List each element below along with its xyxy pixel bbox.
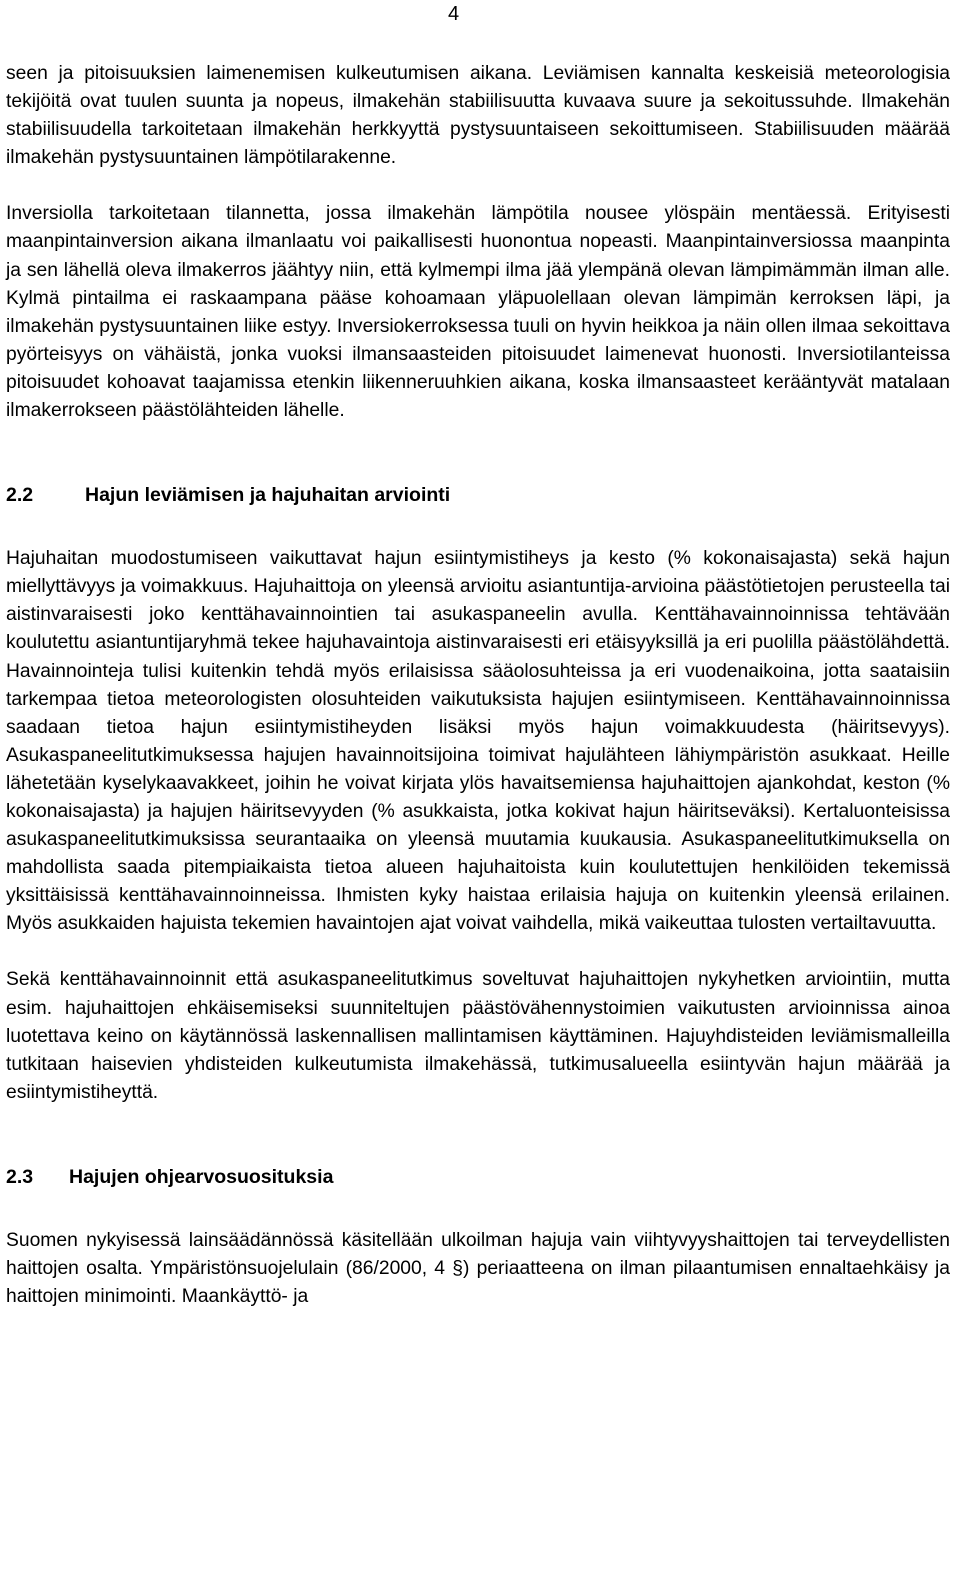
section-2-2-paragraph-2: Sekä kenttähavainnoinnit että asukaspaneelitutkimus soveltuvat hajuhaittojen nykyhetken arviointiin, mutta esim. hajuhaittojen ehkäisemiseksi suunniteltujen päästövähennystoimien vaikutusten arvioinnissa ainoa luotettava keino on käytännössä laskennallisen mallintamisen käyttäminen. Hajuyhdisteiden leviämismalleilla tutkitaan haisevien yhdisteiden kulkeutumista ilmakehässä, tutkimusalueella esiintyvän hajun määrää ja esiintymistiheyttä.	[6, 969, 950, 1103]
page-number: 4	[448, 3, 460, 25]
section-number: 2.2	[6, 484, 34, 507]
section-number: 2.3	[6, 1165, 34, 1188]
section-2-2-paragraph-1: Hajuhaitan muodostumiseen vaikuttavat hajun esiintymistiheys ja kesto (% kokonaisajasta) sekä hajun miellyttävyys ja voimakkuus. Hajuhaittoja on yleensä arvioitu asiantuntija-arvioina päästötietojen perusteella tai aistinvaraisesti joko kenttähavainnointien tai asukaspaneelin avulla. Kenttähavainnoinnissa tehtävään koulutettu asiantuntijaryhmä tekee hajuhavaintoja aistinvaraisesti eri etäisyyksillä ja eri puolilla päästölähdettä. Havainnointeja tulisi kuitenkin tehdä myös erilaisissa sääolosuhteissa ja eri vuodenaikoina, jotta saataisiin tarkempaa tietoa meteorologisten olosuhteiden vaikutuksista hajujen esiintymiseen. Kenttähavainnoinnissa saadaan tietoa hajun esiintymistiheyden lisäksi myös hajun voimakkuudesta (häiritsevyys). Asukaspaneelitutkimuksessa hajujen havainnoitsijoina toimivat hajulähteen lähiympäristön asukkaat. Heille lähetetään kyselykaavakkeet, joihin he voivat kirjata ylös havaitsemiensa hajuhaittojen ajankohdat, keston (% kokonaisajasta) ja hajujen häiritsevyyden (% asukkaista, jotka kokivat hajun häiritseväksi). Kertaluonteisissa asukaspaneelitutkimuksissa seurantaaika on yleensä muutamia kuukausia. Asukaspaneelitutkimuksella on mahdollista saada pitempiaikaista tietoa alueen hajuhaitoista kuin koulutettujen henkilöiden tekemissä yksittäisissä kenttähavainnoinneissa. Ihmisten kyky haistaa erilaisia hajuja on kuitenkin yleensä erilainen. Myös asukkaiden hajuista tekemien havaintojen ajat voivat vaihdella, mikä vaikeuttaa tulosten vertailtavuutta.	[6, 548, 950, 935]
section-heading-2-3	[6, 1163, 950, 1191]
section-title: Hajujen ohjearvosuosituksia	[69, 1165, 334, 1188]
document-body	[6, 60, 950, 1311]
section-2-3-paragraph-1: Suomen nykyisessä lainsäädännössä käsitellään ulkoilman hajuja vain viihtyvyyshaittojen tai terveydellisten haittojen osalta. Ympäristönsuojelulain (86/2000, 4 §) periaatteena on ilman pilaantumisen ennaltaehkäisy ja haittojen minimointi. Maankäyttö- ja	[6, 1229, 950, 1308]
section-title: Hajun leviämisen ja hajuhaitan arviointi	[85, 484, 451, 507]
section-heading-2-2	[6, 481, 950, 509]
intro-paragraph-1: seen ja pitoisuuksien laimenemisen kulkeutumisen aikana. Leviämisen kannalta keskeisiä meteorologisia tekijöitä ovat tuulen suunta ja nopeus, ilmakehän stabiilisuutta kuvaava suure ja sekoitussuhde. Ilmakehän stabiilisuudella tarkoitetaan ilmakehän herkkyyttä pystysuuntaiseen sekoittumiseen. Stabiilisuuden määrää ilmakehän pystysuuntainen lämpötilarakenne.	[6, 63, 950, 169]
intro-paragraph-2: Inversiolla tarkoitetaan tilannetta, jossa ilmakehän lämpötila nousee ylöspäin mentäessä. Erityisesti maanpintainversion aikana ilmanlaatu voi paikallisesti huonontua nopeasti. Maanpintainversiossa maanpinta ja sen lähellä oleva ilmakerros jäähtyy niin, että kylmempi ilma jää ylempänä olevan lämpimämmän ilman alle. Kylmä pintailma ei raskaampana pääse kohoamaan yläpuolellaan olevan lämpimän kerroksen läpi, ja ilmakehän pystysuuntainen liike estyy. Inversiokerroksessa tuuli on hyvin heikkoa ja näin ollen ilmaa sekoittava pyörteisyys on vähäistä, jonka vuoksi ilmansaasteiden pitoisuudet laimenevat huonosti. Inversiotilanteissa pitoisuudet kohoavat taajamissa etenkin liikenneruuhkien aikana, koska ilmansaasteet kerääntyvät matalaan ilmakerrokseen päästölähteiden lähelle.	[6, 203, 950, 422]
